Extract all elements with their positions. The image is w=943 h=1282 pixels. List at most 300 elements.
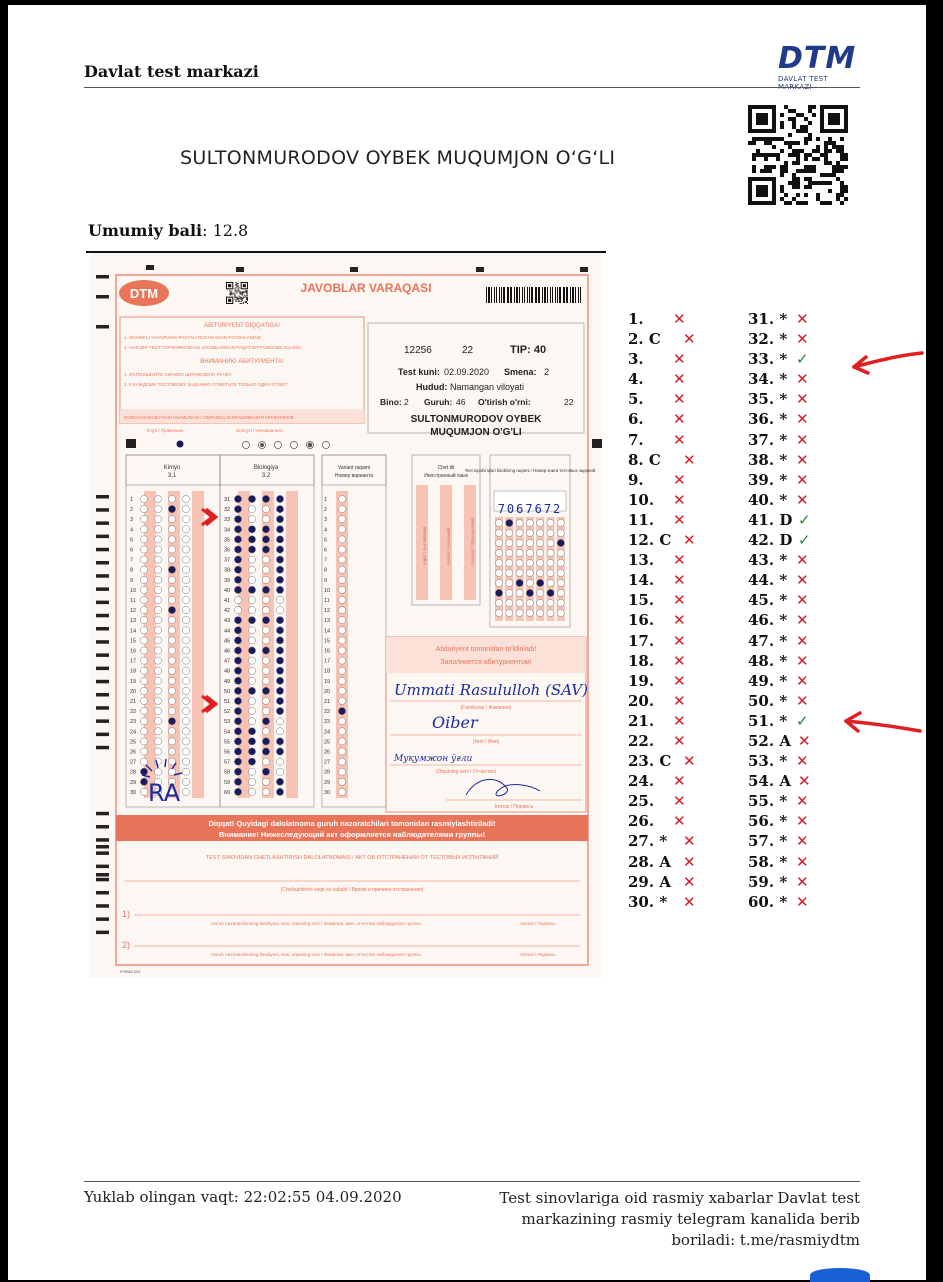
cross-icon: ✕ [796, 892, 809, 911]
svg-text:6: 6 [130, 547, 134, 554]
answer-number: 14. [628, 571, 655, 590]
svg-text:54: 54 [224, 729, 231, 736]
group: 46 [456, 397, 466, 407]
sheet-name-line-2: MUQUMJON O'G'LI [430, 427, 522, 438]
answer-row [628, 672, 743, 692]
answer-number: 34. * [748, 370, 788, 389]
cross-icon: ✕ [796, 410, 809, 429]
svg-text:25: 25 [130, 739, 137, 746]
download-time: Yuklab olingan vaqt: 22:02:55 04.09.2020 [84, 1188, 402, 1206]
tip: TIP: 40 [510, 344, 547, 356]
id-code: 22 [462, 345, 474, 356]
answer-number: 19. [628, 671, 655, 690]
svg-text:11: 11 [130, 598, 136, 604]
region-label: Hudud: [416, 382, 448, 392]
answer-row [748, 893, 863, 913]
answer-row [628, 410, 743, 430]
answer-number: 9. [628, 470, 644, 489]
answer-row [628, 792, 743, 812]
answer-row [748, 511, 863, 531]
subject-2: Biologiya [253, 465, 279, 471]
dtm-logo-subtext: DAVLAT TEST MARKAZI [778, 75, 828, 91]
answer-row [748, 451, 863, 471]
answer-row [628, 431, 743, 451]
answer-number: 41. D [748, 510, 793, 529]
org-name: Davlat test markazi [84, 62, 259, 81]
cross-icon: ✕ [673, 510, 686, 529]
answer-row [748, 611, 863, 631]
svg-text:23: 23 [324, 719, 331, 726]
answer-number: 21. [628, 711, 655, 730]
answer-number: 30. * [628, 892, 668, 911]
sheet-title: JAVOBLAR VARAQASI [300, 281, 432, 295]
cross-icon: ✕ [796, 470, 809, 489]
svg-text:42: 42 [224, 608, 231, 615]
svg-text:15: 15 [130, 638, 137, 645]
answer-column-2 [748, 310, 863, 913]
svg-text:8: 8 [130, 567, 134, 574]
total-score: Umumiy bali: 12.8 [88, 221, 249, 240]
cross-icon: ✕ [683, 872, 696, 891]
answer-row [628, 330, 743, 350]
cross-icon: ✕ [673, 350, 686, 369]
handwriting-name: Oiber [432, 713, 478, 732]
act-title: TEST SINOVIDAN CHETLASHTIRISH DALOLATNOMASI / АКТ ОБ ОТСТРАНЕНИИ ОТ ТЕСТОВЫХ ИСПЫТАНИЙ [205, 855, 499, 861]
svg-text:6: 6 [324, 547, 328, 554]
answer-row [628, 732, 743, 752]
svg-text:14: 14 [324, 628, 331, 635]
svg-text:22: 22 [130, 709, 137, 716]
cross-icon: ✕ [796, 631, 809, 650]
svg-text:31: 31 [224, 497, 231, 503]
svg-text:34: 34 [224, 527, 231, 534]
svg-text:18: 18 [324, 668, 331, 675]
warning-ru: Внимание! Нижеследующий акт оформляется наблюдателями группы! [218, 830, 486, 839]
svg-text:37: 37 [224, 557, 231, 564]
cross-icon: ✕ [673, 430, 686, 449]
svg-text:5: 5 [324, 537, 328, 544]
cross-icon: ✕ [673, 490, 686, 509]
svg-text:59: 59 [224, 779, 231, 786]
svg-text:27: 27 [324, 759, 331, 766]
qr-code [748, 105, 848, 205]
answer-number: 18. [628, 651, 655, 670]
svg-text:55: 55 [224, 739, 231, 746]
answer-row [628, 853, 743, 873]
answer-number: 37. * [748, 430, 788, 449]
lang-label-ru: Иностранный язык [424, 473, 468, 479]
svg-text:46: 46 [224, 648, 231, 655]
answer-row [628, 692, 743, 712]
svg-text:16: 16 [130, 648, 137, 655]
answer-row [628, 632, 743, 652]
cross-icon: ✕ [673, 470, 686, 489]
svg-text:27: 27 [130, 759, 137, 766]
booklet-number: 7067672 [497, 502, 563, 516]
cross-icon: ✕ [796, 430, 809, 449]
answer-number: 2. C [628, 330, 661, 349]
answer-row [748, 812, 863, 832]
answer-number: 39. * [748, 470, 788, 489]
footer-divider [84, 1181, 860, 1182]
answer-row [748, 551, 863, 571]
cross-icon: ✕ [673, 390, 686, 409]
answer-number: 35. * [748, 390, 788, 409]
svg-text:40: 40 [224, 587, 231, 594]
svg-text:47: 47 [224, 658, 231, 665]
result-page [8, 5, 926, 1280]
test-day: 02.09.2020 [444, 367, 490, 377]
answer-row [748, 491, 863, 511]
answer-number: 11. [628, 510, 655, 529]
answer-number: 23. C [628, 752, 672, 771]
svg-text:1: 1 [130, 497, 134, 503]
cross-icon: ✕ [673, 551, 686, 570]
answer-row [628, 390, 743, 410]
svg-text:5: 5 [130, 537, 134, 544]
answer-row [748, 832, 863, 852]
answer-row [748, 672, 863, 692]
svg-text:12: 12 [324, 608, 331, 615]
shift-label: Smena: [504, 367, 537, 377]
red-arrow-51 [838, 705, 924, 741]
cross-icon: ✕ [796, 571, 809, 590]
act-person-1: Guruh nazoratchisining familiyasi, ismi, otasining ismi / Фамилия, имя, отчество наблюдателя группы [211, 921, 421, 926]
svg-text:52: 52 [224, 709, 231, 716]
answer-row [748, 471, 863, 491]
cross-icon: ✕ [796, 852, 809, 871]
answer-row [628, 451, 743, 471]
svg-text:43: 43 [224, 618, 231, 625]
notice-title-ru: ВНИМАНИЮ АБИТУРИЕНТА! [200, 359, 284, 365]
cross-icon: ✕ [796, 651, 809, 670]
cross-icon: ✕ [683, 531, 696, 550]
lang-1: Ingliz / Английский [422, 526, 427, 565]
answer-number: 57. * [748, 832, 788, 851]
form-code: FORMA-30/1 [120, 970, 141, 974]
dtm-logo-text: DTM [778, 41, 857, 76]
svg-text:1: 1 [324, 497, 328, 503]
act-reason: (Chetlashtirish vaqti va sababi / Время и причина отстранения) [280, 887, 424, 893]
answer-number: 32. * [748, 330, 788, 349]
answer-number: 8. C [628, 450, 661, 469]
notice-line-1: 1. SHARIKLI HAVORANG PASTALI RUCHKADAN FOYDALANING [124, 335, 262, 340]
region: Namangan viloyati [450, 382, 525, 392]
answer-number: 54. A [748, 772, 791, 791]
svg-text:29: 29 [324, 779, 331, 786]
answer-number: 24. [628, 772, 655, 791]
svg-text:36: 36 [224, 547, 231, 554]
check-icon: ✓ [798, 531, 811, 550]
cross-icon: ✕ [796, 551, 809, 570]
language-columns [416, 485, 476, 600]
act-sign-2: Imzosi / Подпись [520, 952, 556, 957]
booklet-label [465, 468, 596, 473]
answer-number: 53. * [748, 752, 788, 771]
variant-label: Variant raqami [337, 465, 371, 471]
svg-text:41: 41 [224, 598, 231, 604]
cross-icon: ✕ [673, 571, 686, 590]
cross-icon: ✕ [673, 772, 686, 791]
svg-text:20: 20 [130, 688, 137, 695]
score-label: Umumiy bali [88, 221, 203, 240]
cross-icon: ✕ [683, 330, 696, 349]
svg-text:30: 30 [130, 789, 137, 796]
answer-number: 33. * [748, 350, 788, 369]
svg-text:4: 4 [324, 527, 328, 534]
notice-title: ABITURIYENT DIQQATIGA! [204, 323, 280, 329]
answer-number: 17. [628, 631, 655, 650]
answer-row [628, 370, 743, 390]
svg-text:57: 57 [224, 759, 231, 766]
lang-2: Nemis / Немецкий [446, 527, 451, 565]
cross-icon: ✕ [673, 611, 686, 630]
answer-number: 12. C [628, 531, 672, 550]
answer-sheet-scan [86, 245, 606, 980]
svg-text:13: 13 [130, 618, 137, 625]
answer-number: 31. * [748, 310, 788, 328]
notice-line-1-ru: 1. ИСПОЛЬЗУЙТЕ СИНЮЮ ШАРИКОВУЮ РУЧКУ. [124, 372, 232, 377]
answer-number: 43. * [748, 551, 788, 570]
act-person-2: Guruh nazoratchisining familiyasi, ismi, otasining ismi / Фамилия, имя, отчество наблюдателя группы [211, 952, 421, 957]
svg-text:9: 9 [130, 577, 134, 584]
svg-text:24: 24 [324, 729, 331, 736]
answer-row [628, 873, 743, 893]
red-arrow-33 [846, 345, 926, 381]
svg-text:26: 26 [324, 749, 331, 756]
answer-number: 48. * [748, 651, 788, 670]
building-label: Bino: [380, 397, 402, 407]
svg-text:2: 2 [130, 507, 134, 514]
answer-row [748, 531, 863, 551]
answer-row [628, 350, 743, 370]
act-line-2: 2) [122, 940, 131, 950]
cross-icon: ✕ [673, 410, 686, 429]
answer-number: 58. * [748, 852, 788, 871]
cross-icon: ✕ [683, 892, 696, 911]
svg-text:11: 11 [324, 598, 330, 604]
signature-label: Imzosi / Подпись [494, 804, 534, 810]
answer-number: 50. * [748, 691, 788, 710]
firstname-label: (Ismi / Имя) [472, 739, 500, 745]
answer-row [628, 310, 743, 330]
svg-text:14: 14 [130, 628, 137, 635]
answer-number: 28. A [628, 852, 671, 871]
cross-icon: ✕ [673, 731, 686, 750]
cross-icon: ✕ [673, 370, 686, 389]
answer-number: 36. * [748, 410, 788, 429]
surname-label: (Familiyasi / Фамилия) [460, 705, 512, 711]
answer-row [748, 853, 863, 873]
cross-icon: ✕ [796, 370, 809, 389]
answer-number: 5. [628, 390, 644, 409]
dtm-logo [778, 43, 860, 89]
answer-row [748, 652, 863, 672]
shift: 2 [544, 367, 550, 377]
svg-text:39: 39 [224, 577, 231, 584]
answer-number: 47. * [748, 631, 788, 650]
answer-number: 7. [628, 430, 644, 449]
cross-icon: ✕ [798, 772, 811, 791]
answer-row [748, 772, 863, 792]
answer-row [628, 832, 743, 852]
svg-text:13: 13 [324, 618, 331, 625]
answer-number: 4. [628, 370, 644, 389]
cross-icon: ✕ [796, 792, 809, 811]
svg-text:32: 32 [224, 507, 231, 514]
cross-icon: ✕ [673, 792, 686, 811]
answer-row [628, 531, 743, 551]
subject-2-code: 3,2 [261, 473, 271, 479]
svg-text:8: 8 [324, 567, 328, 574]
notice-line-2-ru: 2. К КАЖДОМУ ТЕСТОВОМУ ЗАДАНИЮ ОТМЕТЬТЕ ТОЛЬКО ОДИН ОТВЕТ [124, 382, 288, 387]
cross-icon: ✕ [798, 731, 811, 750]
footer-info [468, 1188, 860, 1251]
svg-text:28: 28 [324, 769, 331, 776]
answer-row [748, 390, 863, 410]
answer-number: 13. [628, 551, 655, 570]
answer-number: 42. D [748, 531, 793, 550]
score-value: 12.8 [212, 221, 249, 240]
answer-row [628, 471, 743, 491]
svg-text:18: 18 [130, 668, 137, 675]
svg-text:21: 21 [130, 699, 137, 705]
answer-row [628, 491, 743, 511]
check-icon: ✓ [798, 510, 811, 529]
answer-number: 56. * [748, 812, 788, 831]
answer-number: 55. * [748, 792, 788, 811]
answer-number: 25. [628, 792, 655, 811]
answer-number: 45. * [748, 591, 788, 610]
answer-number: 46. * [748, 611, 788, 630]
answer-number: 20. [628, 691, 655, 710]
svg-text:17: 17 [130, 658, 137, 665]
svg-text:35: 35 [224, 537, 231, 544]
svg-text:21: 21 [324, 699, 331, 705]
check-icon: ✓ [796, 350, 809, 369]
answer-number: 40. * [748, 490, 788, 509]
wrong-label: Noto'g'ri / Неправильно [236, 428, 283, 433]
svg-text:20: 20 [324, 688, 331, 695]
answer-number: 51. * [748, 711, 788, 730]
handwriting-patronymic: Муқумжон ўғли [394, 754, 473, 764]
handwriting-ra: RA [148, 779, 181, 807]
svg-text:12: 12 [130, 608, 137, 615]
svg-text:10: 10 [130, 587, 137, 594]
svg-text:56: 56 [224, 749, 231, 756]
svg-text:19: 19 [130, 678, 137, 685]
svg-text:4: 4 [130, 527, 134, 534]
answer-number: 59. * [748, 872, 788, 891]
answer-row [628, 752, 743, 772]
cross-icon: ✕ [796, 330, 809, 349]
answer-row [748, 571, 863, 591]
svg-text:9: 9 [324, 577, 328, 584]
answer-row [748, 431, 863, 451]
cross-icon: ✕ [673, 812, 686, 831]
cross-icon: ✕ [673, 310, 686, 328]
svg-text:2: 2 [324, 507, 328, 514]
answer-number: 6. [628, 410, 644, 429]
cross-icon: ✕ [683, 752, 696, 771]
notice-line-2: 2. HAR BIR TEST TOPSHIRIG'IDAGI JAVOBLARDAN FAQAT BITTASINI BELGILANG [124, 345, 302, 350]
answer-number: 49. * [748, 671, 788, 690]
answer-row [628, 812, 743, 832]
answer-number: 16. [628, 611, 655, 630]
answer-row [748, 410, 863, 430]
svg-text:53: 53 [224, 719, 231, 726]
answer-number: 38. * [748, 450, 788, 469]
svg-text:60: 60 [224, 789, 231, 796]
answer-row [628, 893, 743, 913]
sheet-name-line-1: SULTONMURODOV OYBEK [410, 414, 542, 425]
variant-label-ru: Номер варианта [334, 473, 374, 479]
svg-text:17: 17 [324, 658, 331, 665]
act-line-1: 1) [122, 909, 131, 919]
answer-row [628, 511, 743, 531]
answer-row [628, 772, 743, 792]
candidate-name: SULTONMURODOV OYBEK MUQUMJON O‘G‘LI [180, 147, 616, 169]
header-divider [84, 87, 860, 88]
footer-info-line-1: Test sinovlariga oid rasmiy xabarlar Davlat test [499, 1189, 860, 1207]
act-sign-1: Imzosi / Подпись [520, 921, 556, 926]
answer-number: 29. A [628, 872, 671, 891]
svg-text:50: 50 [224, 688, 231, 695]
lang-3: Fransuz / Французский [470, 517, 475, 565]
answer-row [628, 591, 743, 611]
cross-icon: ✕ [796, 671, 809, 690]
svg-text:30: 30 [324, 789, 331, 796]
answer-number: 27. * [628, 832, 668, 851]
svg-text:24: 24 [130, 729, 137, 736]
answer-number: 3. [628, 350, 644, 369]
cross-icon: ✕ [673, 711, 686, 730]
svg-text:7: 7 [324, 557, 328, 564]
svg-text:22: 22 [324, 709, 331, 716]
svg-text:23: 23 [130, 719, 137, 726]
cross-icon: ✕ [796, 591, 809, 610]
svg-text:33: 33 [224, 517, 231, 524]
svg-text:26: 26 [130, 749, 137, 756]
svg-text:3: 3 [324, 517, 328, 524]
svg-text:29: 29 [130, 779, 137, 786]
answer-row [628, 551, 743, 571]
cross-icon: ✕ [796, 450, 809, 469]
answer-row [748, 591, 863, 611]
answer-number: 10. [628, 490, 655, 509]
answer-row [628, 712, 743, 732]
cross-icon: ✕ [683, 852, 696, 871]
svg-text:45: 45 [224, 638, 231, 645]
building: 2 [404, 397, 409, 407]
lang-label: Chet tili [437, 465, 455, 471]
cross-icon: ✕ [796, 812, 809, 831]
svg-text:10: 10 [324, 587, 331, 594]
cross-icon: ✕ [796, 691, 809, 710]
answer-row [748, 792, 863, 812]
cross-icon: ✕ [796, 872, 809, 891]
footer-info-line-3: boriladi: t.me/rasmiydtm [671, 1231, 860, 1249]
check-icon: ✓ [796, 711, 809, 730]
answer-row [628, 571, 743, 591]
answer-row [748, 873, 863, 893]
svg-text:44: 44 [224, 628, 231, 635]
answer-number: 44. * [748, 571, 788, 590]
svg-text:25: 25 [324, 739, 331, 746]
id-number: 12256 [404, 345, 432, 356]
warning: Diqqat! Quyidagi dalolatnoma guruh nazoratchilari tomonidan rasmiylashtiriladi! [208, 819, 496, 828]
svg-text:28: 28 [130, 769, 137, 776]
